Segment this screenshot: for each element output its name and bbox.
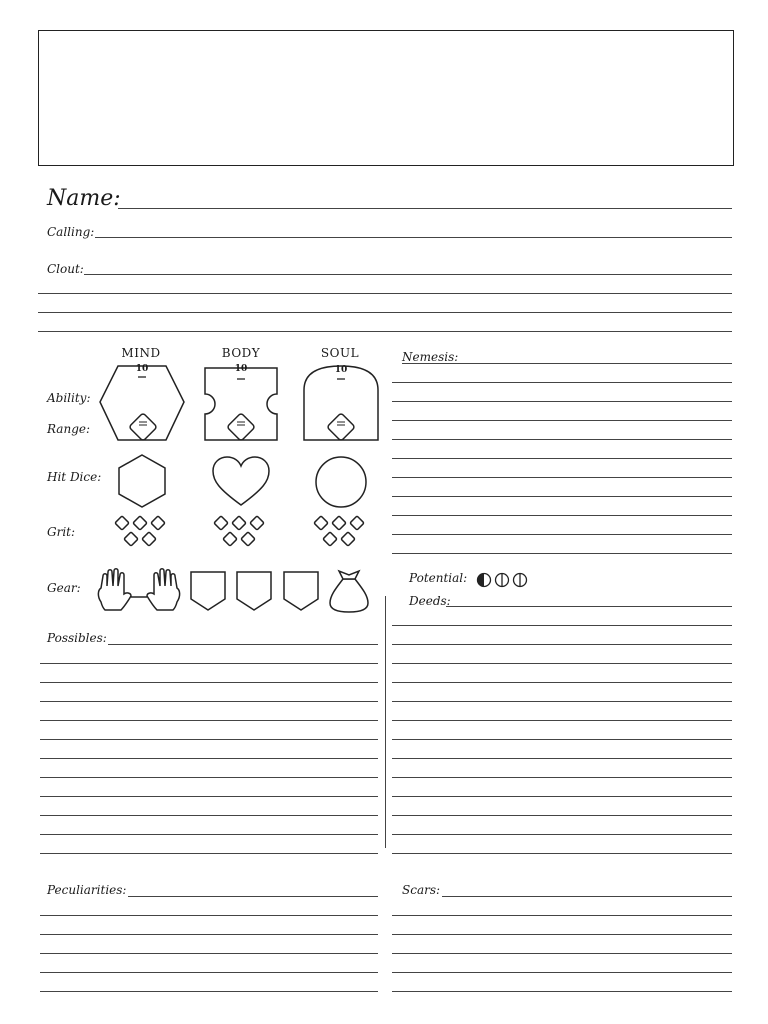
scars-label: Scars: bbox=[402, 883, 441, 897]
peculiarities-line[interactable] bbox=[128, 896, 378, 897]
peculiarities-line[interactable] bbox=[40, 934, 378, 935]
soul-grit-diamonds[interactable] bbox=[312, 515, 370, 551]
soul-heading: SOUL bbox=[320, 346, 360, 360]
possibles-line[interactable] bbox=[40, 682, 378, 683]
deeds-line[interactable] bbox=[392, 834, 732, 835]
range-label: Range: bbox=[47, 422, 91, 436]
nemesis-line[interactable] bbox=[392, 458, 732, 459]
peculiarities-line[interactable] bbox=[40, 915, 378, 916]
deeds-line[interactable] bbox=[392, 739, 732, 740]
deeds-line[interactable] bbox=[392, 777, 732, 778]
possibles-line[interactable] bbox=[40, 739, 378, 740]
scars-line[interactable] bbox=[392, 953, 732, 954]
soul-hit-dice-circle[interactable] bbox=[313, 454, 369, 510]
mind-range-diamond[interactable] bbox=[124, 408, 162, 446]
peculiarities-label: Peculiarities: bbox=[47, 883, 127, 897]
portrait-box[interactable] bbox=[38, 30, 734, 166]
possibles-line[interactable] bbox=[108, 644, 378, 645]
gear-shield-icon[interactable] bbox=[188, 569, 228, 613]
clout-line[interactable] bbox=[38, 312, 732, 313]
calling-line[interactable] bbox=[95, 237, 732, 238]
column-divider bbox=[385, 596, 386, 848]
gear-hands-icon[interactable] bbox=[95, 566, 183, 614]
deeds-line[interactable] bbox=[392, 853, 732, 854]
deeds-line[interactable] bbox=[392, 720, 732, 721]
peculiarities-line[interactable] bbox=[40, 991, 378, 992]
mind-ability-max: 10 bbox=[135, 364, 149, 374]
nemesis-line[interactable] bbox=[392, 534, 732, 535]
deeds-line[interactable] bbox=[392, 682, 732, 683]
possibles-line[interactable] bbox=[40, 853, 378, 854]
clout-label: Clout: bbox=[47, 262, 84, 276]
deeds-line[interactable] bbox=[392, 625, 732, 626]
gear-sack-icon[interactable] bbox=[327, 567, 371, 615]
possibles-line[interactable] bbox=[40, 720, 378, 721]
soul-range-diamond[interactable] bbox=[322, 408, 360, 446]
possibles-line[interactable] bbox=[40, 777, 378, 778]
peculiarities-line[interactable] bbox=[40, 953, 378, 954]
body-grit-diamonds[interactable] bbox=[212, 515, 270, 551]
mind-heading: MIND bbox=[121, 346, 161, 360]
potential-label: Potential: bbox=[409, 571, 468, 585]
nemesis-line[interactable] bbox=[392, 515, 732, 516]
scars-line[interactable] bbox=[392, 915, 732, 916]
hit-dice-label: Hit Dice: bbox=[47, 470, 102, 484]
deeds-line[interactable] bbox=[392, 701, 732, 702]
clout-line[interactable] bbox=[84, 274, 732, 275]
clout-line[interactable] bbox=[38, 331, 732, 332]
deeds-line[interactable] bbox=[392, 644, 732, 645]
deeds-line[interactable] bbox=[446, 606, 732, 607]
possibles-line[interactable] bbox=[40, 701, 378, 702]
nemesis-line[interactable] bbox=[392, 401, 732, 402]
clout-line[interactable] bbox=[38, 293, 732, 294]
mind-grit-diamonds[interactable] bbox=[113, 515, 171, 551]
possibles-line[interactable] bbox=[40, 663, 378, 664]
body-ability-max: 10 bbox=[234, 364, 248, 374]
possibles-line[interactable] bbox=[40, 758, 378, 759]
possibles-label: Possibles: bbox=[47, 631, 107, 645]
scars-line[interactable] bbox=[442, 896, 732, 897]
gear-shield-icon[interactable] bbox=[234, 569, 274, 613]
nemesis-line[interactable] bbox=[392, 382, 732, 383]
peculiarities-line[interactable] bbox=[40, 972, 378, 973]
deeds-line[interactable] bbox=[392, 758, 732, 759]
nemesis-line[interactable] bbox=[392, 439, 732, 440]
body-range-diamond[interactable] bbox=[222, 408, 260, 446]
nemesis-line[interactable] bbox=[392, 553, 732, 554]
scars-line[interactable] bbox=[392, 991, 732, 992]
potential-moon-icon[interactable] bbox=[476, 572, 534, 588]
name-label: Name: bbox=[47, 186, 121, 211]
soul-ability-max: 10 bbox=[334, 365, 348, 375]
deeds-line[interactable] bbox=[392, 796, 732, 797]
ability-label: Ability: bbox=[47, 391, 91, 405]
possibles-line[interactable] bbox=[40, 815, 378, 816]
nemesis-line[interactable] bbox=[392, 420, 732, 421]
possibles-line[interactable] bbox=[40, 796, 378, 797]
deeds-line[interactable] bbox=[392, 815, 732, 816]
deeds-label: Deeds: bbox=[409, 594, 451, 608]
gear-shield-icon[interactable] bbox=[281, 569, 321, 613]
possibles-line[interactable] bbox=[40, 834, 378, 835]
calling-label: Calling: bbox=[47, 225, 95, 239]
nemesis-line[interactable] bbox=[402, 363, 732, 364]
nemesis-label: Nemesis: bbox=[402, 350, 459, 364]
scars-line[interactable] bbox=[392, 972, 732, 973]
nemesis-line[interactable] bbox=[392, 496, 732, 497]
scars-line[interactable] bbox=[392, 934, 732, 935]
nemesis-line[interactable] bbox=[392, 477, 732, 478]
mind-hit-dice-hexagon[interactable] bbox=[115, 453, 169, 509]
name-line[interactable] bbox=[118, 208, 732, 209]
gear-label: Gear: bbox=[47, 581, 81, 595]
body-heading: BODY bbox=[221, 346, 261, 360]
deeds-line[interactable] bbox=[392, 663, 732, 664]
grit-label: Grit: bbox=[47, 525, 76, 539]
body-hit-dice-heart[interactable] bbox=[211, 455, 271, 509]
